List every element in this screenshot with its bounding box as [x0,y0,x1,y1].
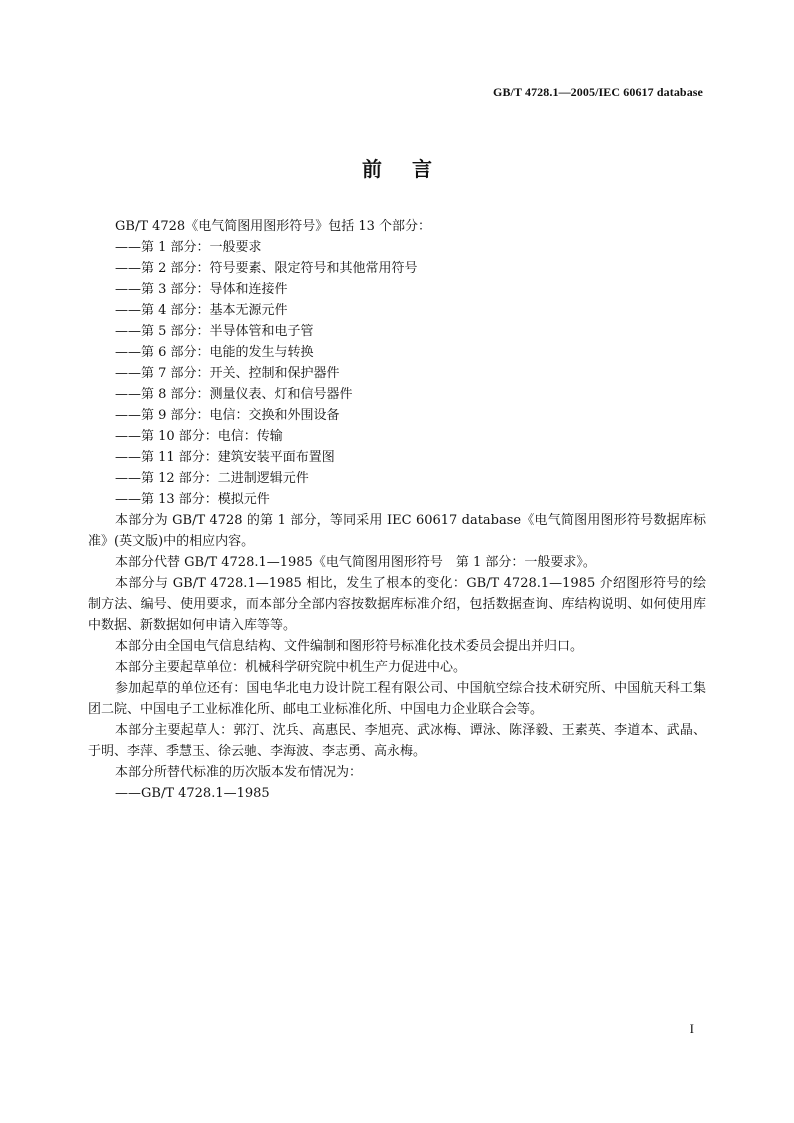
paragraph-equivalence: 本部分为 GB/T 4728 的第 1 部分，等同采用 IEC 60617 database《电气简图用图形符号数据库标准》(英文版)中的相应内容。 [88,513,706,549]
list-item: ——第 6 部分：电能的发生与转换 [115,345,314,360]
paragraph-proposed-by: 本部分由全国电气信息结构、文件编制和图形符号标准化技术委员会提出并归口。 [115,639,584,654]
list-item: ——第 8 部分：测量仪表、灯和信号器件 [115,387,353,402]
list-item: ——第 13 部分：模拟元件 [115,492,270,507]
list-item: ——第 7 部分：开关、控制和保护器件 [115,366,340,381]
list-item: ——第 1 部分：一般要求 [115,240,262,255]
list-item: ——第 4 部分：基本无源元件 [115,303,288,318]
paragraph-drafters: 本部分主要起草人：郭汀、沈兵、高惠民、李旭亮、武冰梅、谭泳、陈泽毅、王素英、李道本、武晶、于明、李萍、季慧玉、徐云驰、李海波、李志勇、高永梅。 [88,723,706,759]
list-item: ——第 11 部分：建筑安装平面布置图 [115,450,335,465]
page-number: I [689,1021,694,1036]
parts-intro: GB/T 4728《电气简图用图形符号》包括 13 个部分： [115,219,432,234]
list-item: ——第 10 部分：电信：传输 [115,429,283,444]
list-item: ——第 3 部分：导体和连接件 [115,282,288,297]
history-item: ——GB/T 4728.1—1985 [115,786,270,801]
paragraph-history-intro: 本部分所替代标准的历次版本发布情况为： [115,765,363,780]
list-item: ——第 9 部分：电信：交换和外围设备 [115,408,340,423]
standard-code-header: GB/T 4728.1—2005/IEC 60617 database [493,85,703,99]
paragraph-main-drafting-unit: 本部分主要起草单位：机械科学研究院中机生产力促进中心。 [115,660,467,675]
paragraph-replaces: 本部分代替 GB/T 4728.1—1985《电气简图用图形符号 第 1 部分：一般要求》。 [115,555,596,570]
list-item: ——第 5 部分：半导体管和电子管 [115,324,314,339]
foreword-body [88,216,706,804]
list-item: ——第 12 部分：二进制逻辑元件 [115,471,309,486]
page-title: 前言 [362,157,462,181]
paragraph-changes: 本部分与 GB/T 4728.1—1985 相比，发生了根本的变化：GB/T 4728.1—1985 介绍图形符号的绘制方法、编号、使用要求，而本部分全部内容按数据库标准介绍，包括数据查询、库结构说明、如何使用库中数据、新数据如何申请入库等等。 [88,576,706,633]
paragraph-participating-units: 参加起草的单位还有：国电华北电力设计院工程有限公司、中国航空综合技术研究所、中国航天科工集团二院、中国电子工业标准化所、邮电工业标准化所、中国电力企业联合会等。 [88,681,706,717]
list-item: ——第 2 部分：符号要素、限定符号和其他常用符号 [115,261,418,276]
